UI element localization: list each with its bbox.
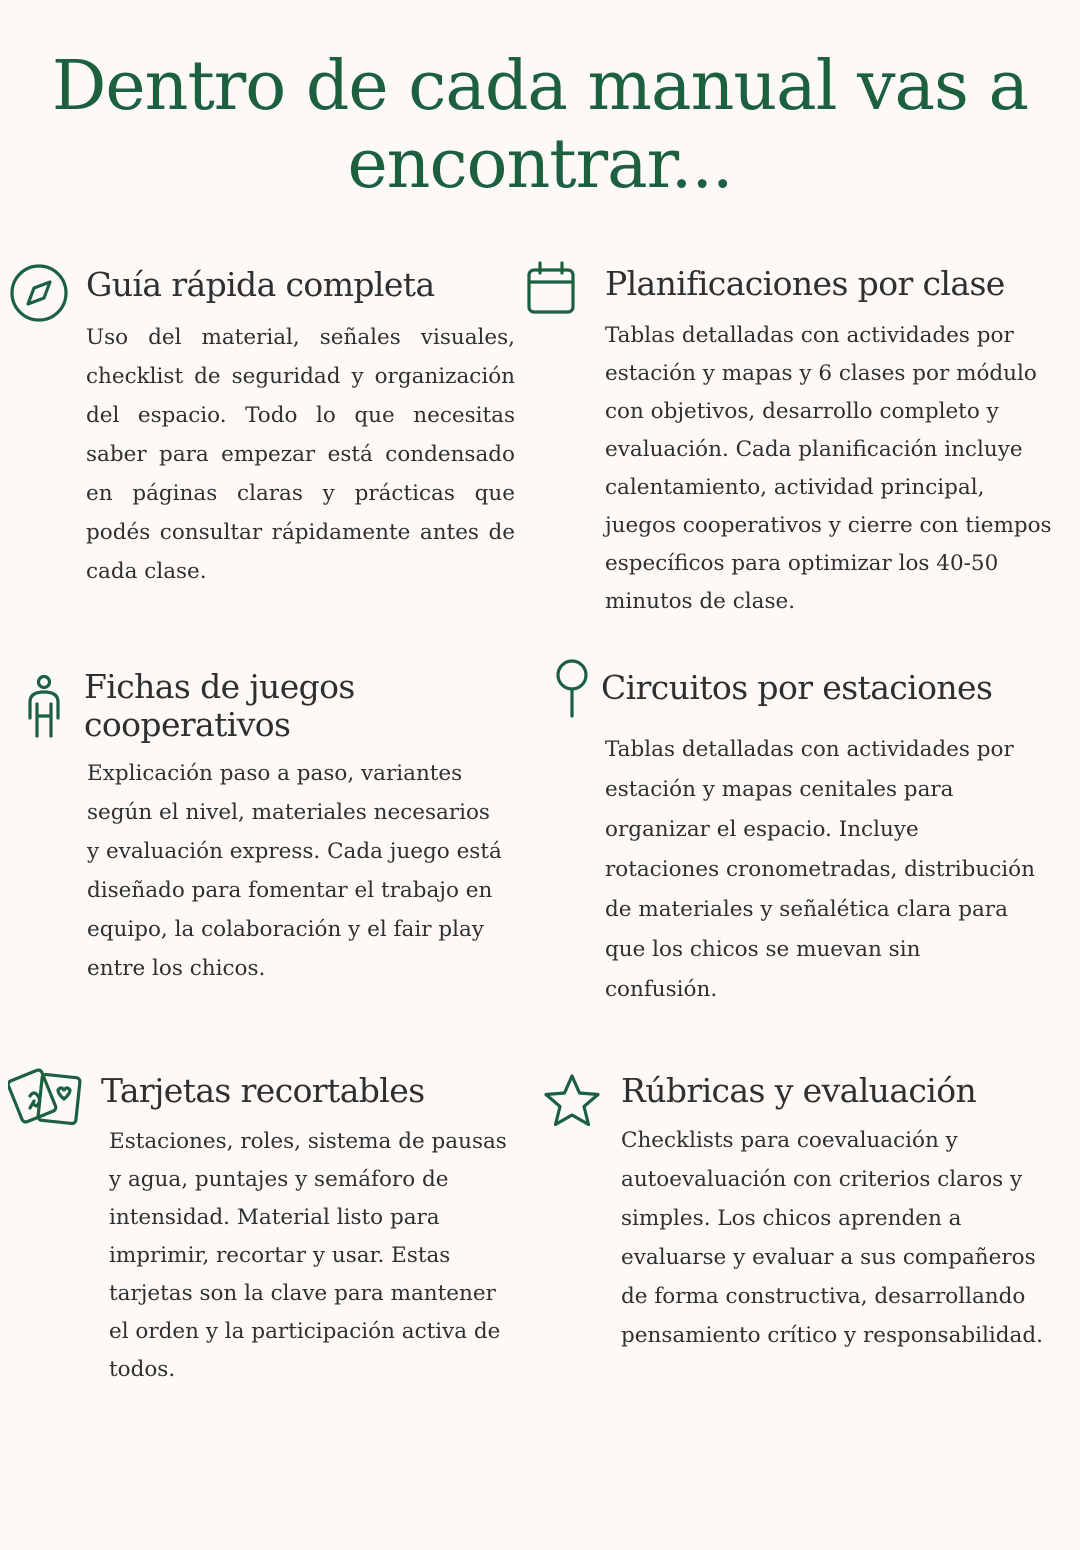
section-heading-tarjetas: Tarjetas recortables <box>101 1071 425 1110</box>
section-text-circuitos: Tablas detalladas con actividades por estación y mapas cenitales para organizar el espacio. Incluye rotaciones cronometradas, distribución de materiales y señalética clara para que los chicos se muevan sin confusión. <box>605 737 1035 1002</box>
map-pin-icon <box>554 658 590 720</box>
section-heading-guia: Guía rápida completa <box>86 265 435 304</box>
section-text-planificaciones: Tablas detalladas con actividades por estación y mapas y 6 clases por módulo con objetivos, desarrollo completo y evaluación. Cada planificación incluye calentamiento, actividad principal, juegos cooperativos y cierre con tiempos específicos para optimizar los 40-50 minutos de clase. <box>605 323 1052 614</box>
page-title: Dentro de cada manual vas a encontrar... <box>51 47 1029 204</box>
section-text-rubricas: Checklists para coevaluación y autoevaluación con criterios claros y simples. Los chicos aprenden a evaluarse y evaluar a sus compañeros de forma constructiva, desarrollando pensamiento crítico y responsabilidad. <box>621 1128 1043 1348</box>
compass-icon <box>8 262 70 324</box>
section-heading-rubricas: Rúbricas y evaluación <box>621 1071 977 1110</box>
section-text-fichas: Explicación paso a paso, variantes según el nivel, materiales necesarios y evaluación express. Cada juego está diseñado para fomentar el trabajo en equipo, la colaboración y el fair play entre los chicos. <box>87 761 502 981</box>
section-heading-fichas: Fichas de juegos cooperativos <box>84 667 355 744</box>
star-icon <box>542 1072 602 1130</box>
section-heading-circuitos: Circuitos por estaciones <box>601 668 993 707</box>
calendar-icon <box>526 260 576 316</box>
section-heading-planificaciones: Planificaciones por clase <box>605 264 1005 303</box>
section-text-guia: Uso del material, señales visuales, checklist de seguridad y organización del espacio. Todo lo que necesitas saber para empezar está condensado en páginas claras y prácticas que podés consultar rápidamente antes de cada clase. <box>86 325 515 584</box>
person-icon <box>24 674 64 738</box>
cards-icon <box>8 1066 82 1128</box>
section-text-tarjetas: Estaciones, roles, sistema de pausas y agua, puntajes y semáforo de intensidad. Material listo para imprimir, recortar y usar. Estas tarjetas son la clave para mantener el orden y la participación activa de todos. <box>109 1129 507 1382</box>
